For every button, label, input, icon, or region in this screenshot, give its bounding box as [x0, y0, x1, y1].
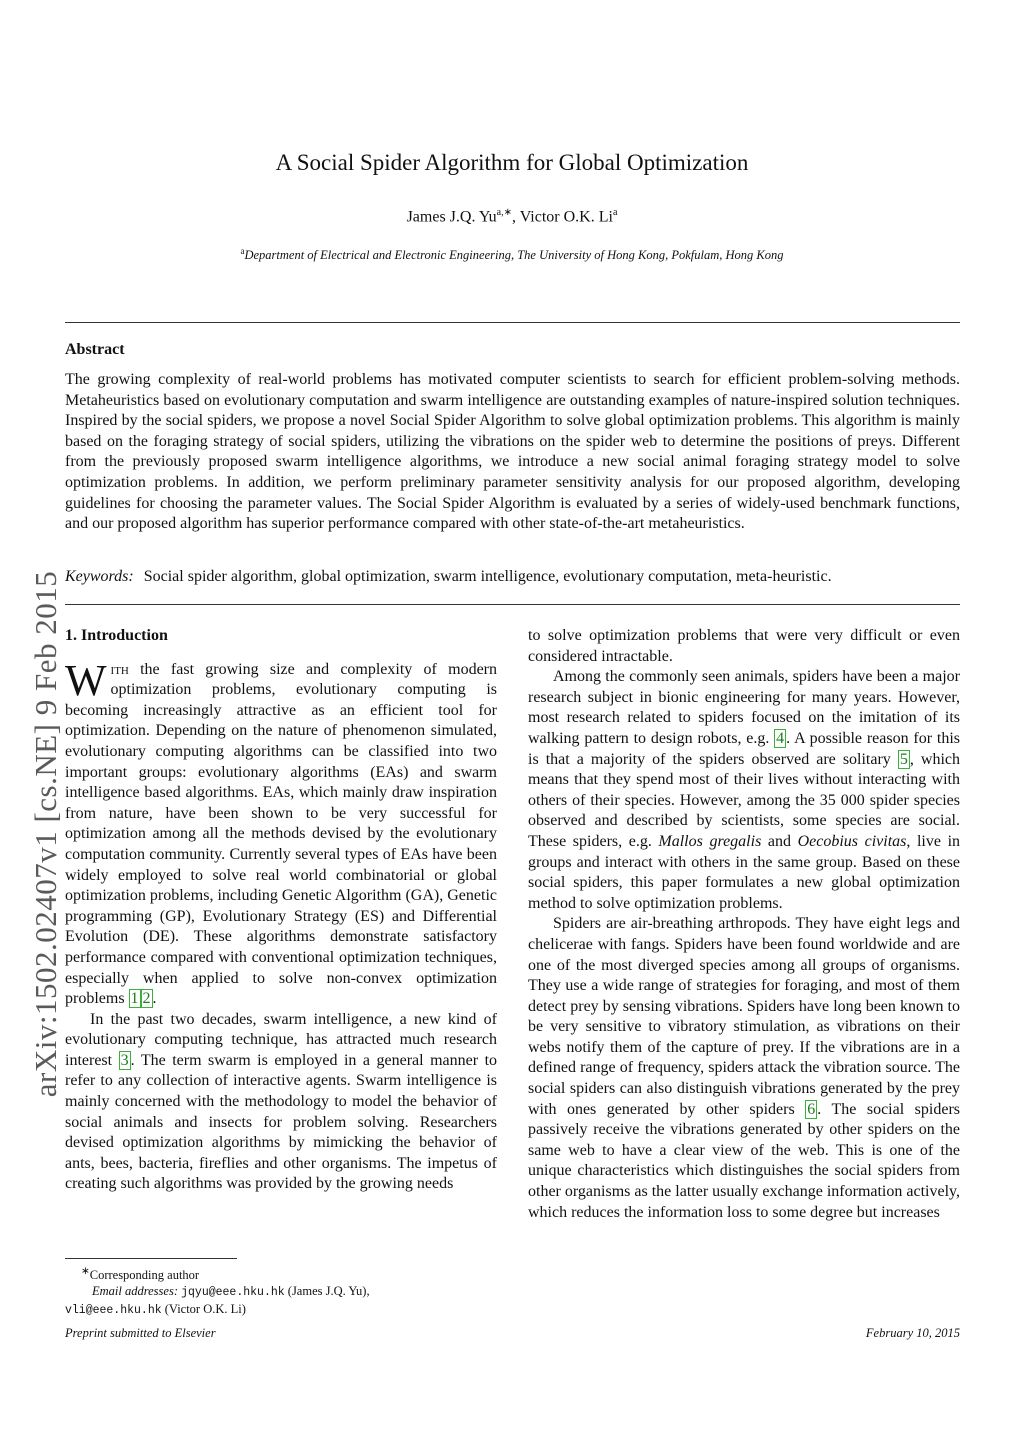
arxiv-identifier: arXiv:1502.02407v1 [cs.NE] 9 Feb 2015: [28, 570, 63, 1098]
email-owner: (James J.Q. Yu),: [284, 1284, 370, 1299]
paragraph-text: .: [152, 990, 157, 1008]
email-label: Email addresses:: [92, 1284, 178, 1299]
email-link[interactable]: jqyu@eee.hku.hk: [181, 1286, 285, 1300]
footnote: [65, 1264, 497, 1319]
paper-title: A Social Spider Algorithm for Global Optimization: [275, 150, 749, 175]
footer-date: February 10, 2015: [865, 1326, 960, 1340]
author-name: James J.Q. Yu: [406, 208, 497, 226]
footnote-rule: [65, 1258, 237, 1259]
right-column: [528, 626, 960, 1223]
citation-link[interactable]: 5: [899, 750, 908, 768]
paragraph-text: . The social spiders passively receive the vibrations generated by other spiders on the same web to have a clear view of the web. This is one of the unique characteristics which distinguishes the social spiders from other organisms as the latter usually exchange information actively, which reduces the information loss to some degree but increases: [528, 1100, 961, 1221]
abstract-top-rule: [65, 322, 960, 323]
drop-cap: W: [65, 655, 107, 705]
intro-paragraph-2: [65, 1010, 497, 1195]
intro-paragraph-3: [528, 667, 960, 914]
footnote-text: Corresponding author: [89, 1268, 200, 1283]
paragraph-text: Spiders are air-breathing arthropods. They have eight legs and chelicerae with fangs. Spiders have been found worldwide and are one of the most diverged species among all groups of organisms. They use a wide range of strategies for foraging, and most of them detect prey by sensing vibrations. Spiders have long been known to be very sensitive to vibratory stimulation, as vibrations on their webs notify them of the capture of prey. If the vibrations are in a defined range of frequency, spiders attack the vibration source. The social spiders can also distinguish vibrations generated by the prey with ones generated by other spiders: [528, 915, 960, 1118]
section-heading: 1. Introduction: [65, 627, 168, 644]
abstract-text: The growing complexity of real-world problems has motivated computer scientists to search for efficient problem-solving methods. Metaheuristics based on evolutionary computation and swarm intelligence are outstanding examples of nature-inspired solution techniques. Inspired by the social spiders, we propose a novel Social Spider Algorithm to solve global optimization problems. This algorithm is mainly based on the foraging strategy of social spiders, utilizing the vibrations on the spider web to determine the positions of preys. Different from the previously proposed swarm intelligence algorithms, we introduce a new social animal foraging strategy model to solve optimization problems. In addition, we perform preliminary parameter sensitivity analysis for our proposed algorithm, developing guidelines for choosing the parameter values. The Social Spider Algorithm is evaluated by a series of widely-used benchmark functions, and our proposed algorithm has superior performance compared with other state-of-the-art metaheuristics.: [65, 371, 960, 533]
paragraph-text: the fast growing size and complexity of modern optimization problems, evolutionary computing is becoming increasingly attractive as an efficient tool for optimization. Depending on the nature of phenomenon simulated, evolutionary computing algorithms can be classified into two important groups: evolutionary algorithms (EAs) and swarm intelligence based algorithms. EAs, which mainly draw inspiration from nature, have been shown to be very successful for optimization among all the methods devised by the evolutionary computation community. Currently several types of EAs have been widely employed to solve real world combinatorial or global optimization problems, including Genetic Algorithm (GA), Genetic programming (GP), Evolutionary Strategy (ES) and Differential Evolution (DE). These algorithms demonstrate satisfactory performance compared with conventional optimization techniques, especially when applied to solve non-convex optimization problems: [65, 660, 497, 1008]
footnote-mark: ∗: [81, 1266, 90, 1277]
citation-link[interactable]: 1: [130, 990, 139, 1008]
citation-link[interactable]: 6: [807, 1100, 816, 1118]
affiliation-mark: a: [240, 246, 245, 256]
intro-paragraph-4: [528, 914, 960, 1223]
paragraph-text: Among the commonly seen animals, spiders have been a major research subject in bionic engineering for many years. However, most research related to spiders focused on the imitation of its walking pattern to design robots, e.g.: [528, 668, 960, 747]
footnote-emails-cont: [65, 1301, 497, 1319]
footnote-corresponding: [65, 1264, 497, 1283]
small-caps-lead: ith: [110, 660, 129, 678]
left-column: [65, 626, 497, 1195]
author-affil-mark: a,∗: [496, 207, 512, 218]
keywords-label: Keywords:: [65, 568, 134, 585]
author-name: Victor O.K. Li: [519, 208, 613, 226]
author-affil-mark: a: [612, 207, 618, 218]
paragraph-text: . The term swarm is employed in a general manner to refer to any collection of interactive agents. Swarm intelligence is mainly concerned with the methodology to model the behavior of social animals and insects for problem solving. Researchers devised optimization algorithms by mimicking the behavior of ants, bees, bacteria, fireflies and other organisms. The impetus of creating such algorithms was provided by the growing needs: [65, 1051, 498, 1193]
affiliation-text: Department of Electrical and Electronic Engineering, The University of Hong Kong, Pokfulam, Hong Kong: [244, 248, 784, 263]
affiliation: [0, 246, 1024, 263]
email-owner: (Victor O.K. Li): [161, 1302, 246, 1317]
citation-link[interactable]: 3: [120, 1051, 129, 1069]
author-separator: ,: [511, 208, 520, 226]
intro-paragraph-1: [65, 655, 497, 1010]
keywords-text: Social spider algorithm, global optimization, swarm intelligence, evolutionary computation, meta-heuristic.: [143, 568, 832, 585]
species-name: Oecobius civitas: [797, 832, 907, 850]
email-link[interactable]: vli@eee.hku.hk: [65, 1304, 162, 1318]
paragraph-text: , which means that they spend most of their lives without interacting with others of their species. However, among the 35 000 spider species observed and described by scientists, some species are social. These spiders, e.g.: [528, 750, 960, 850]
intro-paragraph-2-continued: to solve optimization problems that were very difficult or even considered intractable.: [528, 627, 960, 665]
paragraph-text: . A possible reason for this is that a majority of the spiders observed are solitary: [528, 729, 960, 768]
citation-link[interactable]: 2: [142, 990, 151, 1008]
citation-link[interactable]: 4: [776, 729, 785, 747]
paragraph-text: , live in groups and interact with others in the same group. Based on these social spiders, this paper formulates a new global optimization method to solve optimization problems.: [528, 832, 961, 912]
abstract-bottom-rule: [65, 604, 960, 605]
abstract-heading: Abstract: [65, 341, 125, 358]
footer-journal: Preprint submitted to Elsevier: [65, 1326, 216, 1340]
author-list: [0, 207, 1024, 226]
paragraph-text: In the past two decades, swarm intelligence, a new kind of evolutionary computing technique, has attracted much research interest: [65, 1010, 497, 1069]
keywords: [65, 568, 960, 586]
paragraph-text: and: [761, 832, 798, 850]
footnote-emails: [65, 1283, 497, 1301]
species-name: Mallos gregalis: [658, 832, 762, 850]
